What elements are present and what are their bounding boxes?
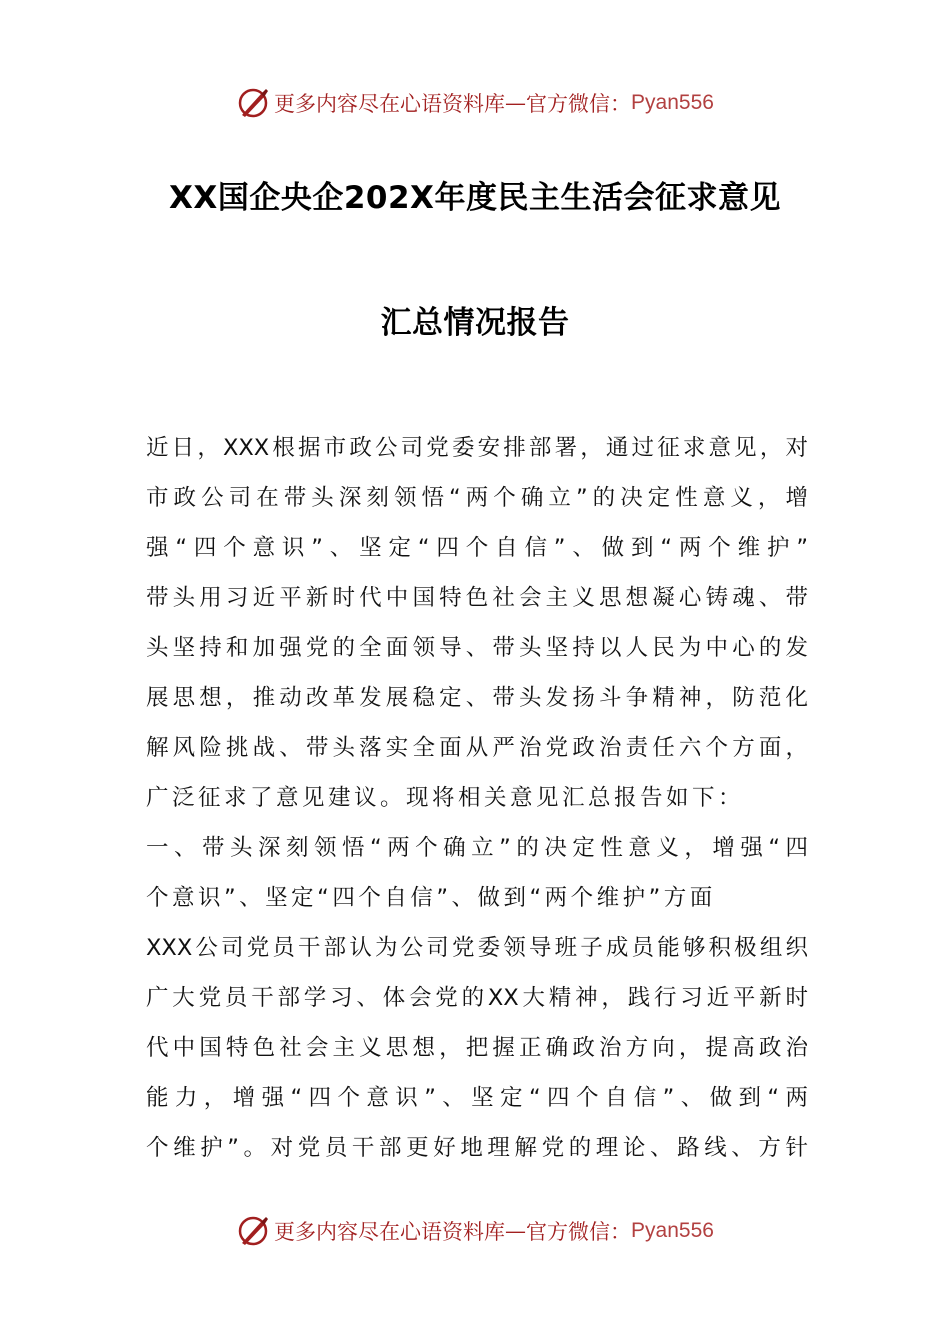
body-line: 个维护”。对党员干部更好地理解党的理论、路线、方针 [146,1135,808,1161]
watermark-banner-bottom [0,1211,950,1251]
body-line: 头坚持和加强党的全面领导、带头坚持以人民为中心的发 [146,635,808,661]
pen-logo-icon [236,1214,270,1248]
document-body [146,423,808,1173]
body-line: 能力，增强“四个意识”、坚定“四个自信”、做到“两 [146,1085,808,1111]
section-heading-line: 个意识”、坚定“四个自信”、做到“两个维护”方面 [146,885,716,911]
watermark-text: 更多内容尽在心语资料库 [274,92,506,116]
pen-logo-icon [236,86,270,120]
watermark-wechat-id: Pyan556 [631,91,714,114]
body-line: 近日，XXX根据市政公司党委安排部署，通过征求意见，对 [146,435,808,461]
document-title-line-1: XX国企央企202X年度民主生活会征求意见 [169,180,781,216]
body-line: 展思想，推动改革发展稳定、带头发扬斗争精神，防范化 [146,685,808,711]
body-line: 市政公司在带头深刻领悟“两个确立”的决定性意义，增 [146,485,808,511]
watermark-wechat-label: 官方微信： [526,92,632,116]
watermark-dash: — [505,1219,527,1243]
section-heading-line: 一、带头深刻领悟“两个确立”的决定性意义，增强“四 [146,835,808,861]
body-line: XXX公司党员干部认为公司党委领导班子成员能够积极组织 [146,935,808,961]
watermark-wechat-label: 官方微信： [526,1220,632,1244]
body-line: 解风险挑战、带头落实全面从严治党政治责任六个方面， [146,735,808,761]
body-line: 强“四个意识”、坚定“四个自信”、做到“两个维护” [146,535,808,561]
body-line: 广大党员干部学习、体会党的XX大精神，践行习近平新时 [146,985,808,1011]
watermark-dash: — [505,91,527,115]
watermark-text: 更多内容尽在心语资料库 [274,1220,506,1244]
document-title-line-2: 汇总情况报告 [380,305,570,341]
watermark-banner-top [0,83,950,123]
watermark-wechat-id: Pyan556 [631,1219,714,1242]
body-line: 代中国特色社会主义思想，把握正确政治方向，提高政治 [146,1035,808,1061]
body-line: 带头用习近平新时代中国特色社会主义思想凝心铸魂、带 [146,585,808,611]
body-line: 广泛征求了意见建议。现将相关意见汇总报告如下： [146,785,745,811]
